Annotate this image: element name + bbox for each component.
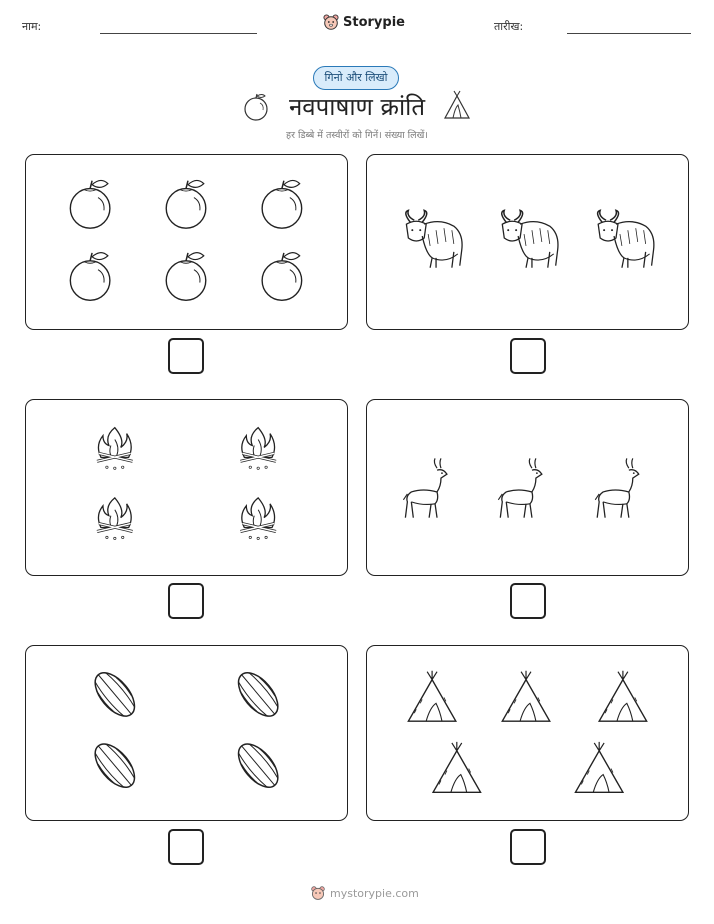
yak-icon (367, 155, 688, 329)
count-card-seeds (25, 645, 348, 821)
name-field-line[interactable] (100, 33, 257, 34)
gazelle-icon (367, 400, 688, 575)
count-card-gazelles (366, 399, 689, 576)
apple-icon (26, 155, 347, 329)
date-label: तारीख: (494, 20, 524, 33)
count-card-campfires (25, 399, 348, 576)
tent-icon (441, 90, 473, 122)
date-field-line[interactable] (567, 33, 691, 34)
answer-box-campfires[interactable] (168, 583, 204, 619)
brand-logo (322, 13, 405, 31)
tent-icon (367, 646, 688, 820)
answer-box-seeds[interactable] (168, 829, 204, 865)
seed-icon (26, 646, 347, 820)
name-label: नाम: (22, 20, 42, 33)
answer-box-yaks[interactable] (510, 338, 546, 374)
count-card-apples (25, 154, 348, 330)
footer (310, 885, 419, 901)
instruction-text: हर डिब्बे में तस्वीरों को गिनें। संख्या लिखें। (286, 130, 428, 141)
footer-url[interactable]: mystorypie.com (330, 886, 419, 900)
storypie-mascot-icon (310, 885, 326, 901)
brand-name: Storypie (343, 14, 405, 30)
title-row (0, 90, 714, 124)
answer-box-apples[interactable] (168, 338, 204, 374)
count-card-yaks (366, 154, 689, 330)
answer-box-gazelles[interactable] (510, 583, 546, 619)
answer-box-tents[interactable] (510, 829, 546, 865)
page-title: नवपाषाण क्रांति (288, 93, 426, 121)
storypie-mascot-icon (322, 13, 340, 31)
worksheet-tag: गिनो और लिखो (313, 66, 399, 90)
count-card-tents (366, 645, 689, 821)
campfire-icon (26, 400, 347, 575)
